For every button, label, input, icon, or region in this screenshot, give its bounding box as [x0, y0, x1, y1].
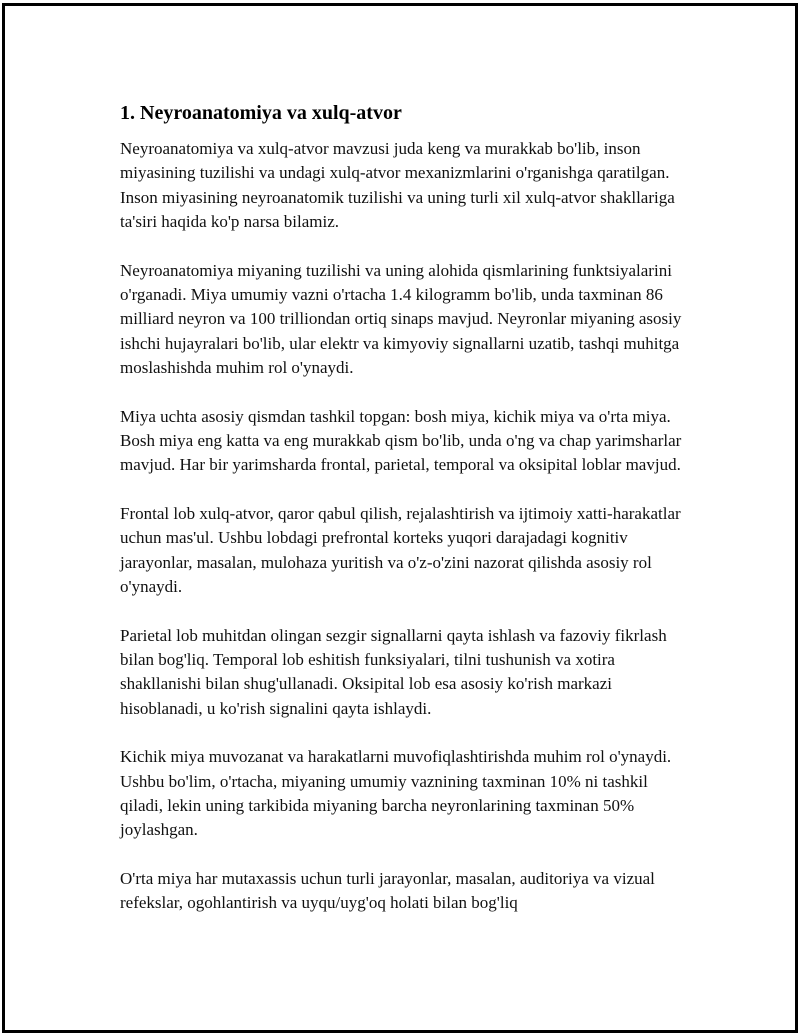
paragraph-1: Neyroanatomiya va xulq-atvor mavzusi juda keng va murakkab bo'lib, inson miyasining tuzilishi va undagi xulq-atvor mexanizmlarini o'rganishga qaratilgan. Inson miyasining neyroanatomik tuzilishi va uning turli xil xulq-atvor shakllariga ta'siri haqida ko'p narsa bilamiz.	[120, 139, 675, 232]
paragraph-6: Kichik miya muvozanat va harakatlarni muvofiqlashtirishda muhim rol o'ynaydi. Ushbu bo'lim, o'rtacha, miyaning umumiy vaznining taxminan 10% ni tashkil qiladi, lekin uning tarkibida miyaning barcha neyronlarining taxminan 50% joylashgan.	[120, 747, 672, 840]
paragraph-7: O'rta miya har mutaxassis uchun turli jarayonlar, masalan, auditoriya va vizual refekslar, ogohlantirish va uyqu/uyg'oq holati bilan bog'liq	[120, 868, 655, 913]
paragraph-4: Frontal lob xulq-atvor, qaror qabul qilish, rejalashtirish va ijtimoiy xatti-harakatlar uchun mas'ul. Ushbu lobdagi prefrontal korteks yuqori darajadagi kognitiv jarayonlar, masalan, mulohaza yuritish va o'z-o'zini nazorat qilishda asosiy rol o'ynaydi.	[120, 503, 681, 597]
paragraph-3: Miya uchta asosiy qismdan tashkil topgan: bosh miya, kichik miya va o'rta miya. Bosh miya eng katta va eng murakkab qism bo'lib, unda o'ng va chap yarimsharlar mavjud. Har bir yarimsharda frontal, parietal, temporal va oksipital loblar mavjud.	[120, 406, 682, 475]
page-frame	[2, 3, 798, 1033]
paragraph-2: Neyroanatomiya miyaning tuzilishi va uning alohida qismlarining funktsiyalarini o'rganadi. Miya umumiy vazni o'rtacha 1.4 kilogramm bo'lib, unda taxminan 86 milliard neyron va 100 trilliondan ortiq sinaps mavjud. Neyronlar miyaning asosiy ishchi hujayralari bo'lib, ular elektr va kimyoviy signallarni uzatib, tashqi muhitga moslashishda muhim rol o'ynaydi.	[120, 260, 682, 378]
document-body	[120, 101, 690, 940]
paragraph-5: Parietal lob muhitdan olingan sezgir signallarni qayta ishlash va fazoviy fikrlash bilan bog'liq. Temporal lob eshitish funksiyalari, tilni tushunish va xotira shakllanishi bilan shug'ullanadi. Oksipital lob esa asosiy ko'rish markazi hisoblanadi, u ko'rish signalini qayta ishlaydi.	[120, 625, 667, 718]
section-title: 1. Neyroanatomiya va xulq-atvor	[120, 102, 402, 124]
